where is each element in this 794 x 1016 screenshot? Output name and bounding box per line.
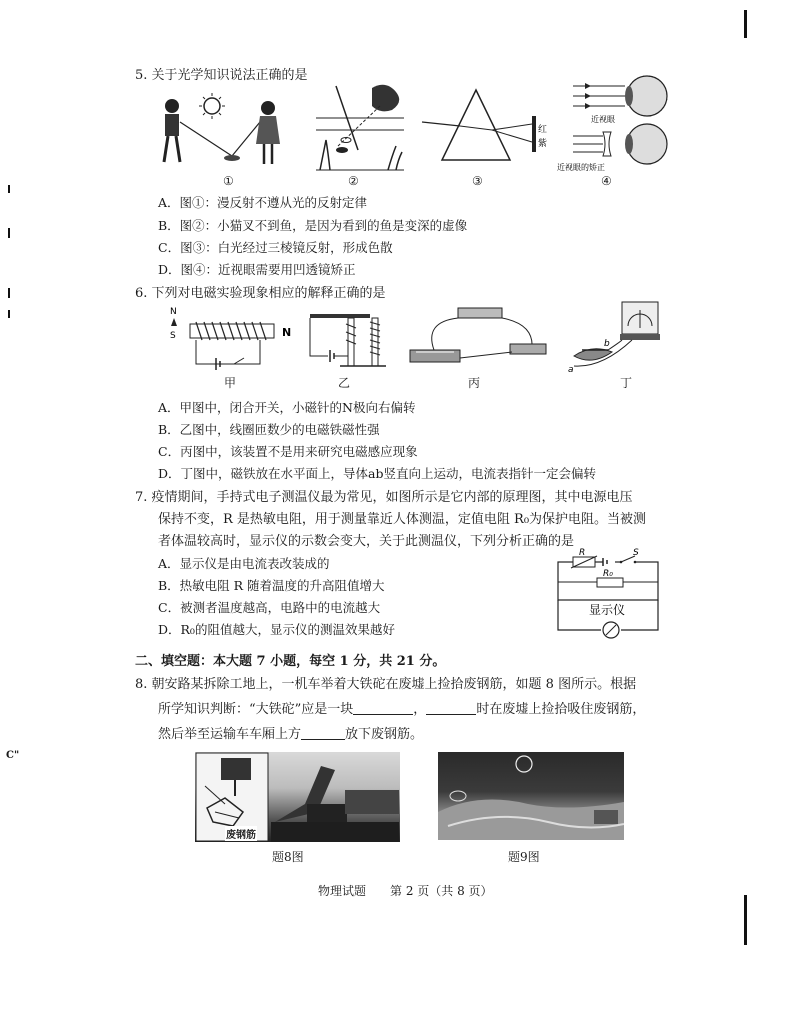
q6-figure-yi	[300, 300, 400, 374]
q7-label-s: S	[633, 548, 639, 558]
q8-line-2-text-a: 所学知识判断：“大铁砣”应是一块	[158, 702, 354, 717]
caption-q9: 题9图	[508, 850, 540, 864]
q7-stem-line-2: 保持不变，R 是热敏电阻，用于测量靠近人体测温，定值电阻 R₀为保护电阻。当被测	[158, 512, 647, 527]
q7-label-display: 显示仪	[589, 603, 626, 617]
q6-option-a[interactable]: A．甲图中，闭合开关，小磁针的N极向右偏转	[158, 400, 416, 415]
caption-q8: 题8图	[272, 850, 304, 864]
q5-figure-2	[300, 80, 410, 172]
photo-q9-art	[438, 752, 624, 840]
q8-line-2-text-b: ，	[413, 702, 427, 717]
q5-fig-label-3: ③	[472, 174, 483, 188]
q5-fig4-corrected-tag: 近视眼的矫正	[557, 163, 605, 172]
q5-fig-label-1: ①	[223, 174, 234, 188]
scan-left-mark	[8, 288, 10, 298]
q8-line-3-text-b: 放下废钢筋。	[345, 727, 424, 742]
q6-fig-label-jia: 甲	[224, 376, 237, 390]
q6-stem: 6. 下列对电磁实验现象相应的解释正确的是	[135, 286, 386, 301]
q5-fig3-purple-tag: 紫	[538, 139, 548, 149]
q6-figure-jia	[160, 304, 300, 374]
q7-option-a[interactable]: A．显示仪是由电流表改装成的	[158, 556, 330, 571]
q5-option-a[interactable]: A．图①：漫反射不遵从光的反射定律	[158, 195, 368, 210]
scan-left-mark	[8, 185, 10, 193]
q6-option-d[interactable]: D．丁图中，磁铁放在水平面上，导体ab竖直向上运动，电流表指针一定会偏转	[158, 466, 596, 481]
q6-fig-label-bing: 丙	[468, 376, 481, 390]
scan-left-mark	[8, 310, 10, 318]
q7-stem-line-3: 者体温较高时，显示仪的示数会变大，关于此测温仪，下列分析正确的是	[158, 534, 575, 549]
q5-fig4-myopia-tag: 近视眼	[591, 115, 615, 124]
q8-line-3	[158, 722, 423, 747]
photo-q8-tag: 废钢筋	[225, 826, 257, 841]
q5-option-c[interactable]: C．图③：白光经过三棱镜反射，形成色散	[158, 240, 393, 255]
q7-option-c[interactable]: C．被测者温度越高，电路中的电流越大	[158, 600, 381, 615]
q6-fig-label-ding: 丁	[620, 376, 633, 390]
q7-label-r0: R₀	[603, 569, 613, 579]
q5-stem: 5. 关于光学知识说法正确的是	[135, 68, 308, 83]
q6-ding-a: a	[568, 365, 574, 375]
scan-edge-mark-bottom	[744, 895, 747, 945]
q5-option-d[interactable]: D．图④：近视眼需要用凹透镜矫正	[158, 262, 356, 277]
q8-line-1: 8. 朝安路某拆除工地上，一机车举着大铁砣在废墟上捡拾废钢筋，如题 8 图所示。根据	[135, 677, 637, 692]
q5-fig-label-4: ④	[601, 174, 612, 188]
q8-line-3-text-a: 然后举至运输车车厢上方	[158, 727, 302, 742]
q8-blank-2[interactable]	[426, 700, 476, 715]
q5-fig-label-2: ②	[348, 174, 359, 188]
margin-mark: C"	[6, 750, 20, 761]
q6-compass-s: S	[170, 331, 176, 341]
q6-figure-ding	[562, 296, 662, 376]
q6-fig-label-yi: 乙	[338, 376, 351, 390]
q5-fig3-red-tag: 红	[538, 125, 548, 135]
photo-q9-night-scene	[438, 752, 624, 840]
section-2-heading: 二、填空题：本大题 7 小题，每空 1 分，共 21 分。	[135, 654, 446, 669]
q5-figure-4	[555, 72, 675, 174]
q7-label-r: R	[579, 548, 586, 558]
q6-ding-b: b	[604, 339, 610, 349]
q6-figure-bing	[404, 300, 554, 374]
q6-compass-n: N	[170, 307, 177, 317]
q6-option-b[interactable]: B．乙图中，线圈匝数少的电磁铁磁性强	[158, 422, 380, 437]
scan-edge-mark-top	[744, 10, 747, 38]
q8-blank-3[interactable]	[301, 725, 345, 740]
q7-option-b[interactable]: B．热敏电阻 R 随着温度的升高阻值增大	[158, 578, 385, 593]
q7-option-d[interactable]: D．R₀的阻值越大，显示仪的测温效果越好	[158, 622, 395, 637]
page-footer: 物理试题 第 2 页（共 8 页）	[318, 884, 493, 898]
q5-figure-1	[150, 92, 290, 172]
photo-q8-excavator	[195, 752, 400, 842]
q8-line-2-text-c: 时在废墟上捡拾吸住废钢筋，	[476, 702, 646, 717]
q7-stem-line-1: 7. 疫情期间，手持式电子测温仪最为常见，如图所示是它内部的原理图，其中电源电压	[135, 490, 633, 505]
q5-option-b[interactable]: B．图②：小猫叉不到鱼，是因为看到的鱼是变深的虚像	[158, 218, 468, 233]
scan-left-mark	[8, 228, 10, 238]
q7-circuit-diagram	[555, 548, 665, 640]
q5-figure-3	[420, 86, 550, 172]
q6-option-c[interactable]: C．丙图中，该装置不是用来研究电磁感应现象	[158, 444, 418, 459]
q8-blank-1[interactable]	[353, 700, 413, 715]
q6-coil-n: N	[282, 326, 292, 339]
q8-line-2	[158, 697, 645, 722]
